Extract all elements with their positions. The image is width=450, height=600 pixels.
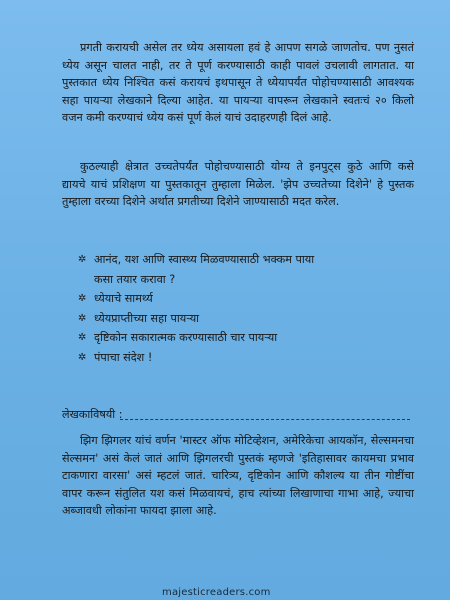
list-item bbox=[78, 348, 398, 368]
footer-url: majesticreaders.com bbox=[162, 587, 271, 598]
list-item bbox=[78, 250, 398, 270]
author-paragraph: झिग झिगलर यांचं वर्णन 'मास्टर ऑफ मोटिव्हेशन, अमेरिकेचा आयकॉन, सेल्समनचा सेल्समन' असं केलं जातं आणि झिगलरची पुस्तकं म्हणजे 'इतिहासावर कायमचा प्रभाव टाकणारा वारसा' असं म्हटलं जातं. चारित्र्य, दृष्टिकोन आणि कौशल्य या तीन गोष्टींचा वापर करून संतुलित यश कसं मिळवायचं, हाच त्यांच्या लिखाणाचा गाभा आहे, ज्याचा अब्जावधी लोकांना फायदा झाला आहे. bbox=[62, 434, 414, 518]
star-bullet-icon: ✲ bbox=[78, 332, 87, 343]
list-item bbox=[78, 328, 398, 348]
star-bullet-icon: ✲ bbox=[78, 351, 87, 363]
list-item bbox=[78, 289, 398, 309]
list-item-text: ध्येयप्राप्तीच्या सहा पायऱ्या bbox=[94, 311, 200, 325]
list-item-text: दृष्टिकोन सकारात्मक करण्यासाठी चार पायऱ्या bbox=[94, 331, 278, 344]
list-item-text: कसा तयार करावा ? bbox=[94, 272, 176, 286]
list-item-text: पंपाचा संदेश ! bbox=[94, 350, 153, 364]
list-item bbox=[78, 309, 398, 329]
list-item-continuation bbox=[78, 270, 398, 290]
star-bullet-icon: ✲ bbox=[78, 293, 87, 304]
description-paragraph-1: प्रगती करायची असेल तर ध्येय असायला हवं हे आपण सगळे जाणतोच. पण नुसतं ध्येय असून चालत नाही, तर ते पूर्ण करण्यासाठी काही पावलं उचलावी लागतात. या पुस्तकात ध्येय निश्चित कसं करायचं इथपासून ते ध्येयापर्यंत पोहोचण्यासाठी आवश्यक सहा पायऱ्या लेखकाने दिल्या आहेत. या पायऱ्या वापरून लेखकाने स्वतःचं २० किलो वजन कमी करण्याचं ध्येय कसं पूर्ण केलं याचं उदाहरणही दिलं आहे. bbox=[62, 41, 414, 125]
author-section-heading: लेखकाविषयी : bbox=[62, 408, 123, 421]
star-bullet-icon: ✲ bbox=[78, 254, 87, 265]
dashed-divider bbox=[120, 419, 410, 420]
list-item-text: आनंद, यश आणि स्वास्थ्य मिळवण्यासाठी भक्कम पाया bbox=[94, 253, 315, 266]
list-item-text: ध्येयाचे सामर्थ्य bbox=[94, 292, 153, 305]
star-bullet-icon: ✲ bbox=[78, 312, 87, 324]
highlights-list bbox=[78, 250, 398, 367]
description-paragraph-2: कुठल्याही क्षेत्रात उच्चतेपर्यंत पोहोचण्यासाठी योग्य ते इनपुट्स कुठे आणि कसे द्यायचे याचं प्रशिक्षण या पुस्तकातून तुम्हाला मिळेल. 'झेप उच्चतेच्या दिशेने' हे पुस्तक तुम्हाला वरच्या दिशेने अर्थात प्रगतीच्या दिशेने जाण्यासाठी मदत करेल. bbox=[62, 160, 414, 209]
